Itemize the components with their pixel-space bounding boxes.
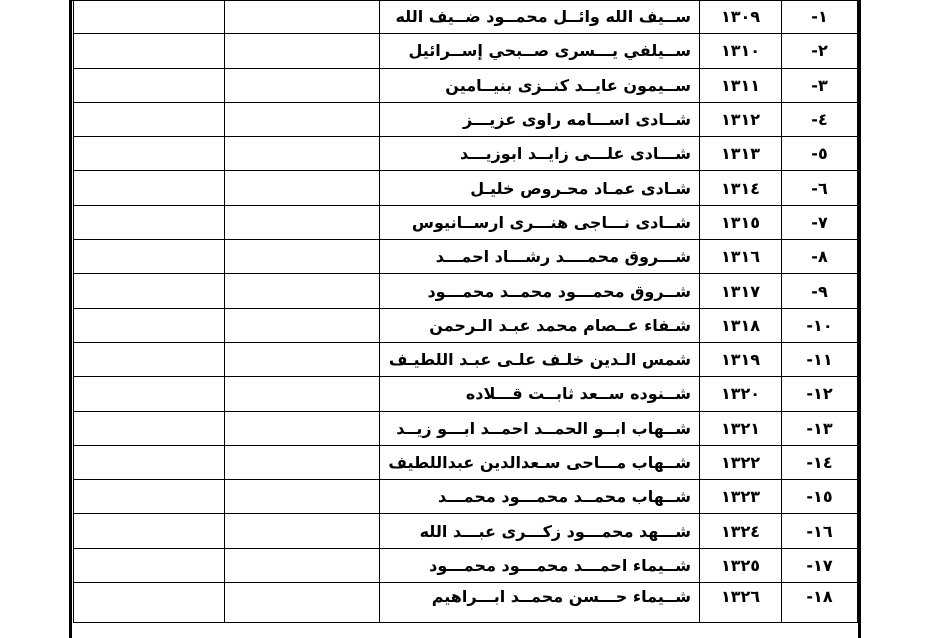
table-row [74,102,858,136]
blank-cell [225,171,380,205]
blank-cell [74,548,225,582]
student-name: شــادى نـــاجى هنـــرى ارســانيوس [380,205,700,239]
table-row [74,583,858,623]
blank-cell [225,102,380,136]
blank-cell [225,548,380,582]
blank-cell [225,68,380,102]
student-name: شــنوده ســعد ثابــت قـــلاده [380,377,700,411]
blank-cell [74,68,225,102]
student-name: ســيلفي يـــسرى صــبحي إســرائيل [380,34,700,68]
seat-number: ١٣٢٦ [700,583,782,623]
row-index: ٥- [782,137,858,171]
blank-cell [74,137,225,171]
student-name: شــادى اســـامه راوى عزيـــز [380,102,700,136]
seat-number: ١٣١٧ [700,274,782,308]
seat-number: ١٣٢٣ [700,480,782,514]
student-name: شـــروق محمــــد رشـــاد احمـــد [380,240,700,274]
blank-cell [74,0,225,34]
row-index: ١١- [782,342,858,376]
table-row [74,68,858,102]
blank-cell [74,480,225,514]
student-name: شــيماء احمـــد محمـــود محمـــود [380,548,700,582]
blank-cell [225,137,380,171]
student-name: ســيف الله وائــل محمــود ضــيف الله [380,0,700,34]
table-row [74,171,858,205]
row-index: ٦- [782,171,858,205]
blank-cell [74,240,225,274]
row-index: ٤- [782,102,858,136]
blank-cell [225,308,380,342]
blank-cell [225,274,380,308]
student-name: ســيمون عايــد كنــزى بنيــامين [380,68,700,102]
row-index: ٧- [782,205,858,239]
blank-cell [74,34,225,68]
table-row [74,342,858,376]
row-index: ١- [782,0,858,34]
student-name: شـفاء عــصام محمد عبـد الـرحمن [380,308,700,342]
table-row [74,445,858,479]
blank-cell [74,205,225,239]
table-row [74,411,858,445]
row-index: ٨- [782,240,858,274]
blank-cell [225,0,380,34]
row-index: ١٨- [782,583,858,623]
blank-cell [225,514,380,548]
blank-cell [225,342,380,376]
student-name: شـــادى علـــى زايــد ابوزيـــد [380,137,700,171]
row-index: ٢- [782,34,858,68]
blank-cell [74,342,225,376]
blank-cell [74,171,225,205]
blank-cell [225,445,380,479]
row-index: ٩- [782,274,858,308]
table-row [74,548,858,582]
table-row [74,0,858,34]
row-index: ٣- [782,68,858,102]
blank-cell [74,514,225,548]
table-row [74,377,858,411]
student-name: شــهاب مـــاحى سـعدالدين عبداللطيف [380,445,700,479]
blank-cell [225,480,380,514]
row-index: ١٥- [782,480,858,514]
student-roster-table [73,0,858,623]
student-name: شــروق محمـــود محمــد محمـــود [380,274,700,308]
seat-number: ١٣١٢ [700,102,782,136]
blank-cell [74,583,225,623]
seat-number: ١٣٢١ [700,411,782,445]
seat-number: ١٣١٦ [700,240,782,274]
seat-number: ١٣٢٤ [700,514,782,548]
student-name: شــيماء حـــسن محمــد ابـــراهيم [380,583,700,623]
blank-cell [225,240,380,274]
student-name: شمس الـدين خلـف علـى عبـد اللطيـف [380,342,700,376]
seat-number: ١٣٢٥ [700,548,782,582]
student-name: شـــهد محمـــود زكـــرى عبـــد الله [380,514,700,548]
student-name: شـادى عمـاد محـروص خليـل [380,171,700,205]
blank-cell [74,308,225,342]
blank-cell [225,377,380,411]
table-row [74,240,858,274]
blank-cell [74,377,225,411]
seat-number: ١٣١٨ [700,308,782,342]
student-name: شــهاب محمــد محمـــود محمـــد [380,480,700,514]
table-row [74,480,858,514]
table-row [74,308,858,342]
row-index: ١٣- [782,411,858,445]
blank-cell [74,274,225,308]
seat-number: ١٣١١ [700,68,782,102]
blank-cell [225,205,380,239]
table-row [74,514,858,548]
row-index: ١٠- [782,308,858,342]
seat-number: ١٣١٥ [700,205,782,239]
seat-number: ١٣١٤ [700,171,782,205]
seat-number: ١٣١٠ [700,34,782,68]
seat-number: ١٣١٣ [700,137,782,171]
table-row [74,137,858,171]
row-index: ١٦- [782,514,858,548]
table-row [74,274,858,308]
row-index: ١٢- [782,377,858,411]
student-name: شــهاب ابــو الحمــد احمــد ابـــو زيــد [380,411,700,445]
seat-number: ١٣٠٩ [700,0,782,34]
seat-number: ١٣٢٢ [700,445,782,479]
blank-cell [225,34,380,68]
blank-cell [74,411,225,445]
blank-cell [74,102,225,136]
seat-number: ١٣١٩ [700,342,782,376]
blank-cell [225,583,380,623]
table-row [74,205,858,239]
row-index: ١٤- [782,445,858,479]
blank-cell [225,411,380,445]
seat-number: ١٣٢٠ [700,377,782,411]
blank-cell [74,445,225,479]
table-row [74,34,858,68]
row-index: ١٧- [782,548,858,582]
